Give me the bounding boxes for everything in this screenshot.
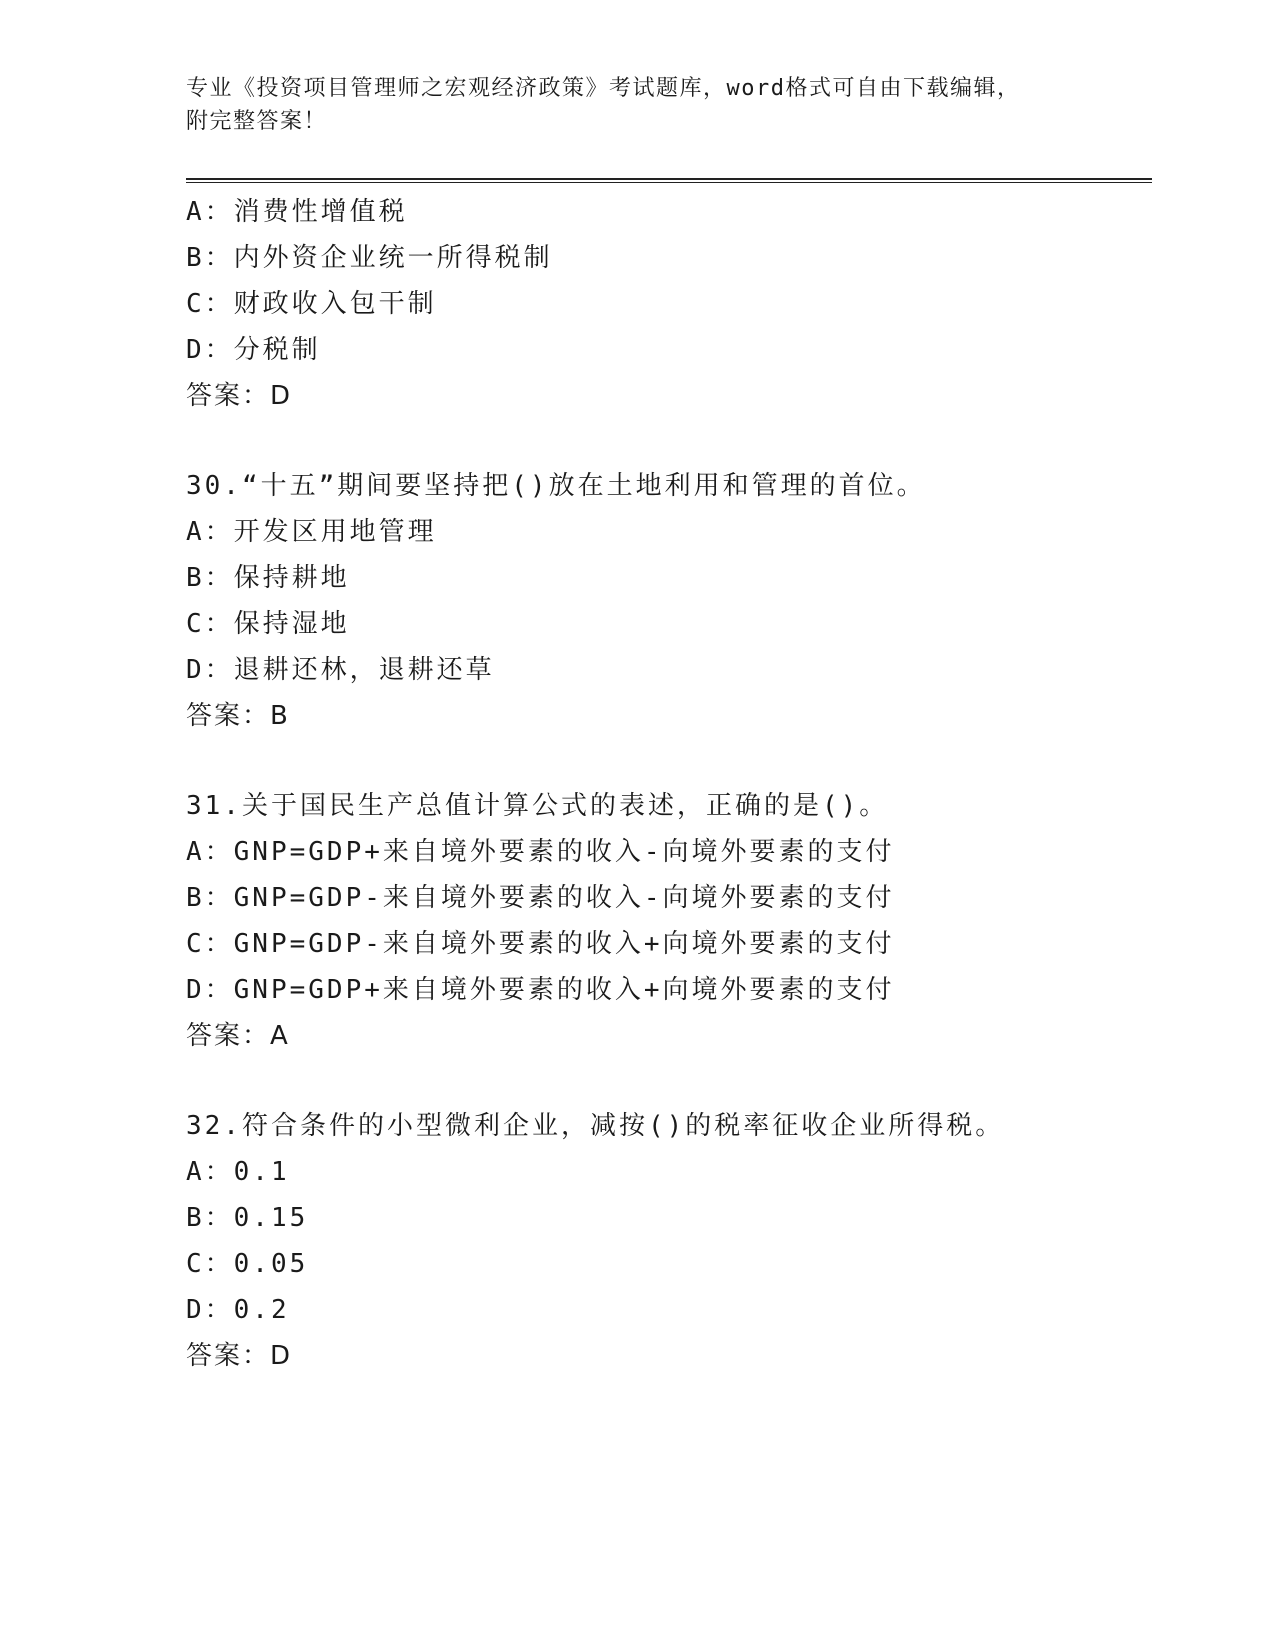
option-c: C：保持湿地 [186, 609, 350, 639]
block-spacer [186, 1059, 1152, 1103]
option-d: D：分税制 [186, 335, 321, 365]
question-block [186, 1103, 1152, 1379]
question-block [186, 189, 1152, 419]
option-d: D：退耕还林，退耕还草 [186, 655, 495, 685]
document-header [186, 72, 1066, 138]
question-text: 31.关于国民生产总值计算公式的表述，正确的是()。 [186, 791, 889, 821]
question-list [186, 189, 1152, 1379]
question-block [186, 783, 1152, 1059]
header-line-1: 专业《投资项目管理师之宏观经济政策》考试题库，word格式可自由下载编辑， [186, 76, 1021, 101]
option-d: D：0.2 [186, 1295, 290, 1325]
option-d: D：GNP=GDP+来自境外要素的收入+向境外要素的支付 [186, 975, 895, 1005]
option-a: A：开发区用地管理 [186, 517, 437, 547]
header-divider [186, 178, 1152, 183]
option-a: A：GNP=GDP+来自境外要素的收入-向境外要素的支付 [186, 837, 895, 867]
question-text: 32.符合条件的小型微利企业，减按()的税率征收企业所得税。 [186, 1111, 1005, 1141]
option-c: C：财政收入包干制 [186, 289, 437, 319]
question-block [186, 463, 1152, 739]
answer-line: 答案：B [186, 701, 290, 731]
option-a: A：消费性增值税 [186, 197, 408, 227]
answer-line: 答案：D [186, 1341, 293, 1371]
answer-line: 答案：D [186, 381, 293, 411]
block-spacer [186, 419, 1152, 463]
answer-line: 答案：A [186, 1021, 290, 1051]
option-c: C：0.05 [186, 1249, 309, 1279]
option-b: B：保持耕地 [186, 563, 350, 593]
option-b: B：内外资企业统一所得税制 [186, 243, 553, 273]
option-b: B：0.15 [186, 1203, 309, 1233]
question-text: 30.“十五”期间要坚持把()放在土地利用和管理的首位。 [186, 471, 926, 501]
option-c: C：GNP=GDP-来自境外要素的收入+向境外要素的支付 [186, 929, 895, 959]
header-line-2: 附完整答案！ [186, 109, 328, 134]
option-b: B：GNP=GDP-来自境外要素的收入-向境外要素的支付 [186, 883, 895, 913]
option-a: A：0.1 [186, 1157, 290, 1187]
block-spacer [186, 739, 1152, 783]
